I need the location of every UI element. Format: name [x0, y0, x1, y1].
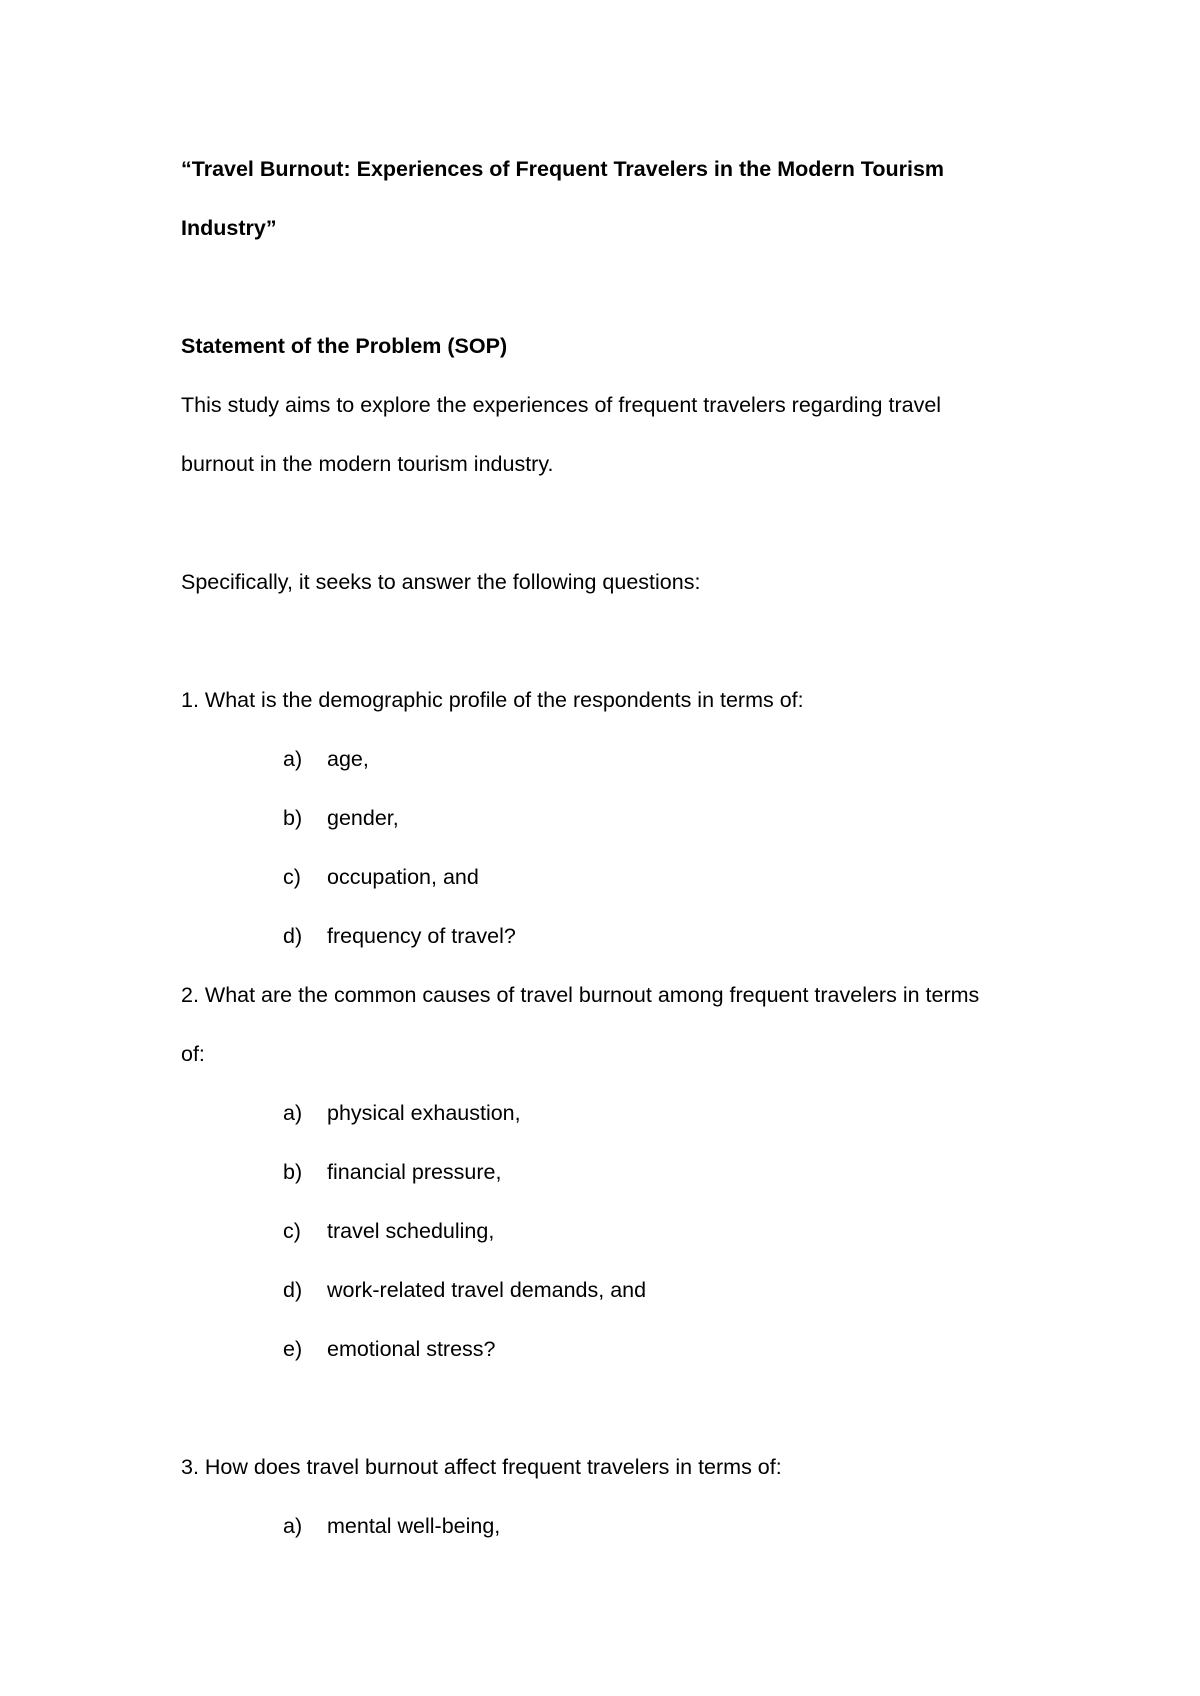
- list-item-text: mental well-being,: [327, 1514, 501, 1538]
- spacer: [181, 612, 1041, 671]
- list-marker: c): [283, 1219, 301, 1243]
- question-2-line-1: 2. What are the common causes of travel burnout among frequent travelers in terms: [181, 983, 980, 1007]
- question-1: 1. What is the demographic profile of the respondents in terms of:: [181, 688, 804, 712]
- list-item: [181, 1261, 1041, 1320]
- list-item-text: gender,: [327, 806, 399, 830]
- spacer: [181, 494, 1041, 553]
- document-body: [181, 140, 1041, 1556]
- list-marker: b): [283, 806, 303, 830]
- list-item-text: occupation, and: [327, 865, 479, 889]
- list-item-text: emotional stress?: [327, 1337, 496, 1361]
- list-marker: e): [283, 1337, 303, 1361]
- document-title-line-2: Industry”: [181, 216, 277, 240]
- list-marker: a): [283, 747, 303, 771]
- intro-paragraph-line-2: burnout in the modern tourism industry.: [181, 452, 554, 476]
- list-item: [181, 848, 1041, 907]
- list-item-text: work-related travel demands, and: [327, 1278, 647, 1302]
- intro-paragraph-line-1: This study aims to explore the experiences of frequent travelers regarding travel: [181, 393, 942, 417]
- list-item: [181, 1497, 1041, 1556]
- list-item-text: financial pressure,: [327, 1160, 502, 1184]
- question-2-line-2: of:: [181, 1042, 205, 1066]
- list-item-text: age,: [327, 747, 369, 771]
- list-marker: a): [283, 1101, 303, 1125]
- list-item-text: travel scheduling,: [327, 1219, 495, 1243]
- document-title-line-1: “Travel Burnout: Experiences of Frequent Travelers in the Modern Tourism: [181, 157, 945, 181]
- list-item-text: frequency of travel?: [327, 924, 516, 948]
- list-marker: b): [283, 1160, 303, 1184]
- question-3: 3. How does travel burnout affect frequent travelers in terms of:: [181, 1455, 782, 1479]
- list-item: [181, 1320, 1041, 1379]
- list-marker: d): [283, 924, 303, 948]
- list-item: [181, 1084, 1041, 1143]
- list-item: [181, 730, 1041, 789]
- list-marker: d): [283, 1278, 303, 1302]
- list-item-text: physical exhaustion,: [327, 1101, 521, 1125]
- list-marker: c): [283, 865, 301, 889]
- list-item: [181, 1202, 1041, 1261]
- section-heading: Statement of the Problem (SOP): [181, 334, 508, 358]
- spacer: [181, 258, 1041, 317]
- list-item: [181, 789, 1041, 848]
- list-marker: a): [283, 1514, 303, 1538]
- list-item: [181, 907, 1041, 966]
- list-item: [181, 1143, 1041, 1202]
- spacer: [181, 1379, 1041, 1438]
- lead-paragraph: Specifically, it seeks to answer the following questions:: [181, 570, 701, 594]
